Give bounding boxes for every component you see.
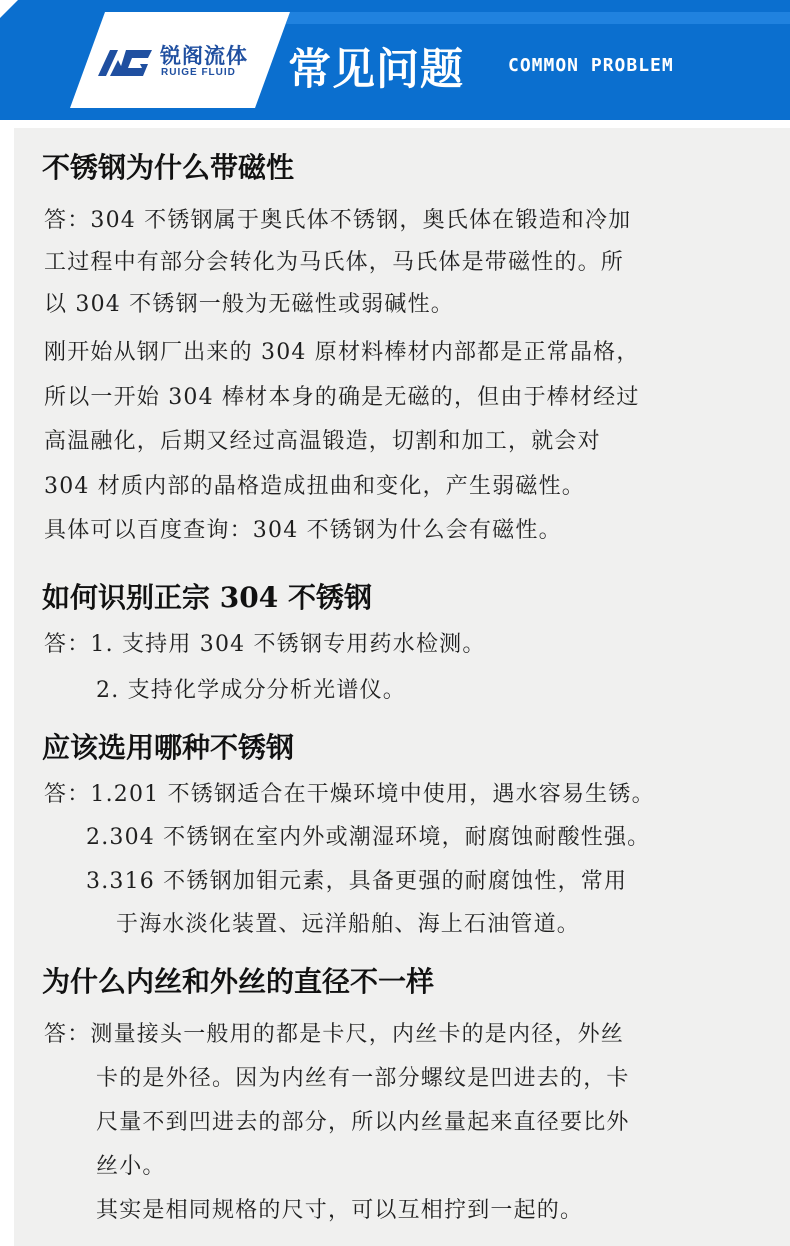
faq-answer-line: 刚开始从钢厂出来的 304 原材料棒材内部都是正常晶格， (44, 340, 640, 365)
page-subtitle: COMMON PROBLEM (508, 55, 674, 76)
faq-answer-line: 丝小。 (96, 1154, 166, 1179)
faq-question-3: 应该选用哪种不锈钢 (42, 731, 295, 764)
faq-answer-line: 答：304 不锈钢属于奥氏体不锈钢，奥氏体在锻造和冷加 (44, 208, 632, 233)
faq-question-4: 为什么内丝和外丝的直径不一样 (42, 965, 435, 998)
faq-answer-line: 尺量不到凹进去的部分，所以内丝量起来直径要比外 (96, 1110, 630, 1135)
faq-answer-line: 304 材质内部的晶格造成扭曲和变化，产生弱磁性。 (44, 474, 585, 499)
brand-logo-icon (96, 46, 156, 78)
faq-answer-line: 以 304 不锈钢一般为无磁性或弱碱性。 (44, 292, 454, 317)
faq-answer-line: 3.316 不锈钢加钼元素，具备更强的耐腐蚀性，常用 (86, 869, 628, 894)
faq-answer-line: 答：1. 支持用 304 不锈钢专用药水检测。 (44, 632, 486, 657)
faq-answer-line: 2.304 不锈钢在室内外或潮湿环境，耐腐蚀耐酸性强。 (86, 825, 651, 850)
faq-answer-line: 其实是相同规格的尺寸，可以互相拧到一起的。 (96, 1198, 584, 1223)
faq-answer-line: 答：测量接头一般用的都是卡尺，内丝卡的是内径，外丝 (44, 1022, 625, 1047)
faq-answer-line: 卡的是外径。因为内丝有一部分螺纹是凹进去的，卡 (96, 1066, 630, 1091)
faq-answer-line: 所以一开始 304 棒材本身的确是无磁的，但由于棒材经过 (44, 385, 640, 410)
faq-answer-line: 具体可以百度查询：304 不锈钢为什么会有磁性。 (44, 518, 562, 543)
brand-name-en: RUIGE FLUID (161, 67, 236, 78)
brand-name-cn: 锐阁流体 (160, 44, 248, 68)
faq-answer-line: 2. 支持化学成分分析光谱仪。 (96, 678, 406, 703)
faq-answer-line: 工过程中有部分会转化为马氏体，马氏体是带磁性的。所 (44, 250, 625, 275)
faq-answer-line: 高温融化，后期又经过高温锻造，切割和加工，就会对 (44, 429, 601, 454)
faq-question-1: 不锈钢为什么带磁性 (42, 151, 295, 184)
faq-question-2: 如何识别正宗 304 不锈钢 (42, 581, 372, 614)
faq-answer-line: 于海水淡化装置、远洋船舶、海上石油管道。 (116, 912, 581, 937)
page-title: 常见问题 (288, 45, 464, 95)
header-banner (0, 0, 790, 120)
faq-answer-line: 答：1.201 不锈钢适合在干燥环境中使用，遇水容易生锈。 (44, 782, 655, 807)
